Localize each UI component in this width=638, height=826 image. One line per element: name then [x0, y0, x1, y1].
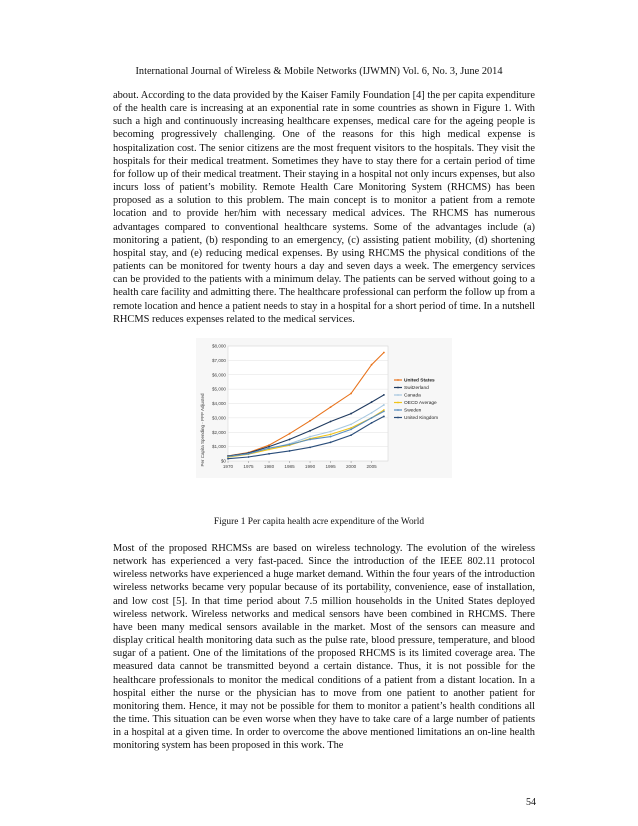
x-tick-label: 1985 [284, 464, 295, 469]
data-point-united-states [330, 406, 332, 408]
y-tick-label: $4,000 [211, 401, 226, 406]
x-tick-label: 1995 [325, 464, 336, 469]
legend-marker [397, 409, 399, 411]
data-point-sweden [227, 456, 229, 458]
data-point-united-states [371, 364, 373, 366]
legend-label-united-states: United States [404, 378, 435, 384]
body-paragraph-2: Most of the proposed RHCMSs are based on wireless technology. The evolution of the wireless network has experienced a very fast-paced. Since the introduction of the IEEE 802.11 protocol wireless networks have experienced a huge market demand. Within the four years of the introduction wireless networks became very popular because of its portability, convenience, ease of installation, and low cost [5]. In that time period about 7.5 million households in the United States deployed wireless network. Wireless networks and medical sensors have been combined in RHCMS. There have been many medical sensors available in the market. Most of the sensors can measure and display critical health monitoring data such as the pulse rate, blood pressure, temperature, and blood sugar of a patient. One of the limitations of the proposed RHCMS is its limited coverage area. The measured data cannot be transmitted beyond a certain distance. Thus, it is not possible for the healthcare professionals to monitor the medical conditions of a patient from a distant location. In a hospital either the nurse or the physician has to move from one patient to another patient for monitoring them. Hence, it may not be possible for them to monitor a patient’s health conditions all the time. This situation can be even worse when they have to take care of a large number of patients in a hospital at a given time. In order to overcome the above mentioned limitations an on-line health monitoring system has been proposed in this work. The [113, 543, 535, 752]
legend-marker [397, 379, 399, 381]
figure-caption: Figure 1 Per capita health acre expenditure of the World [213, 517, 425, 527]
data-point-united-kingdom [248, 456, 250, 458]
data-point-united-states [309, 420, 311, 422]
data-point-sweden [330, 436, 332, 438]
legend-label-united-kingdom: United Kingdom [404, 416, 439, 422]
chart-grid [228, 346, 388, 461]
data-point-switzerland [350, 413, 352, 415]
body-paragraph-1: about. According to the data provided by the Kaiser Family Foundation [4] the per capita expenditure of the health care is increasing at an exponential rate in some countries as shown in Figure 1. With such a high and continuously increasing healthcare expenses, medical care for the ageing people is becoming progressively challenging. One of the reasons for this high medical expense is hospitalization cost. The senior citizens are the most frequent visitors to the hospitals. They visit the hospitals for their medical treatment. Sometimes they have to stay there for a certain period of time for follow up of their medical treatment. Their staying in a hospital not only incurs expenses, but also incurs loss of patient’s mobility. Remote Health Care Monitoring System (RHCMS) has been proposed as a solution to this problem. The main concept is to monitor a patient from a remote location and to provide her/him with necessary medical advices. The RHCMS has numerous advantages compared to conventional healthcare systems. Some of the advantages include (a) monitoring a patient, (b) responding to an emergency, (c) assisting patient mobility, (d) shortening hospital stay, and (e) reducing medical expenses. By using RHCMS the physical conditions of the patients can be monitored for twenty hours a day and seven days a week. The emergency services can be provided to the patients with a minimum delay. The patients can be served without going to a health care facility and admitting there. The healthcare professional can perform the follow up from a remote location and hence a patient needs to stay in a hospital for a short period of time. In a nutshell RHCMS reduces expenses related to the medical services. [113, 90, 535, 325]
legend-label-oecd-average: OECD Average [404, 401, 437, 407]
data-point-united-kingdom [350, 434, 352, 436]
data-point-sweden [268, 447, 270, 449]
data-point-united-kingdom [289, 450, 291, 452]
data-point-canada [371, 412, 373, 414]
data-point-oecd-average [330, 434, 332, 436]
y-tick-label: $1,000 [211, 444, 226, 450]
y-tick-label: $5,000 [211, 386, 226, 392]
data-point-switzerland [371, 401, 373, 403]
data-point-united-kingdom [309, 446, 311, 448]
journal-header: International Journal of Wireless & Mobile Networks (IJWMN) Vol. 6, No. 3, June 2014 [135, 66, 503, 77]
legend-label-canada: Canada [404, 393, 421, 399]
y-tick-label: $3,000 [211, 415, 226, 421]
data-point-united-kingdom [383, 416, 385, 418]
x-ticks [220, 458, 377, 469]
y-tick-label: $2,000 [211, 429, 226, 435]
x-tick-label: 1975 [243, 464, 254, 469]
figure-1-chart [196, 338, 452, 478]
data-point-united-states [350, 393, 352, 395]
data-point-sweden [248, 453, 250, 455]
data-point-sweden [383, 411, 385, 413]
data-point-united-kingdom [227, 458, 229, 460]
expenditure-line-chart [196, 338, 452, 478]
data-point-united-states [383, 352, 385, 354]
x-tick-label: 2000 [345, 464, 357, 469]
y-tick-label: $8,000 [211, 343, 226, 349]
x-tick-label: 1990 [304, 464, 316, 469]
data-point-sweden [350, 428, 352, 430]
y-tick-label: $0 [220, 458, 226, 464]
data-point-sweden [309, 439, 311, 441]
data-point-united-kingdom [268, 453, 270, 455]
data-point-switzerland [383, 394, 385, 396]
x-tick-label: 1980 [263, 464, 275, 469]
legend-marker [397, 387, 399, 389]
data-point-switzerland [309, 430, 311, 432]
x-tick-label: 1970 [222, 464, 234, 469]
data-point-united-kingdom [330, 441, 332, 443]
legend-label-switzerland: Switzerland [404, 386, 429, 392]
y-axis-label: Per Capita Spending - PPP Adjusted [200, 393, 205, 467]
data-point-canada [383, 404, 385, 406]
data-point-sweden [289, 444, 291, 446]
data-point-canada [309, 436, 311, 438]
data-point-sweden [371, 417, 373, 419]
data-point-switzerland [289, 439, 291, 441]
data-point-canada [350, 423, 352, 425]
legend-marker [397, 417, 399, 419]
page-number: 54 [526, 797, 536, 808]
data-point-switzerland [330, 421, 332, 423]
data-point-united-states [289, 433, 291, 435]
legend-label-sweden: Sweden [404, 408, 422, 414]
legend-marker [397, 402, 399, 404]
data-point-canada [330, 431, 332, 433]
y-tick-label: $6,000 [211, 372, 226, 378]
y-ticks [212, 344, 226, 464]
data-point-united-kingdom [371, 422, 373, 424]
chart-legend [394, 378, 438, 422]
y-tick-label: $7,000 [211, 357, 226, 363]
legend-marker [397, 394, 399, 396]
x-tick-label: 2005 [366, 464, 377, 469]
